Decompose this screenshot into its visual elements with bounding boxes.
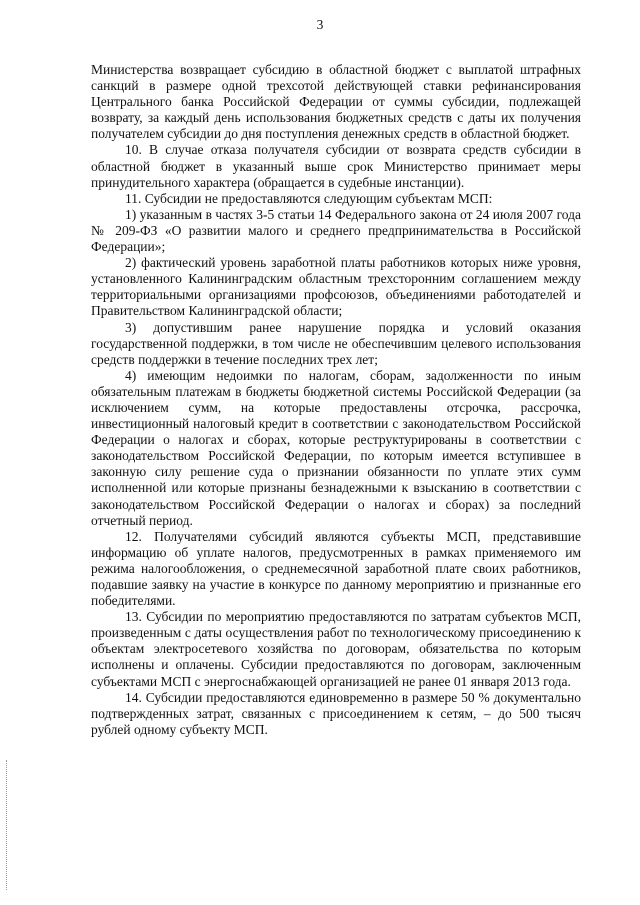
- paragraph-11-item-4: 4) имеющим недоимки по налогам, сборам, задолженности по иным обязательным платежам в бюджеты бюджетной системы Российской Федерации (за исключением сумм, на которые предоставлены отсрочка, рассрочка, инвестиционный налоговый кредит в соответствии с законодательством Российской Федерации о налогах и сборах, которые реструктурированы в соответствии с законодательством Российской Федерации, по которым имеется вступившее в законную силу решение суда о признании обязанности по уплате этих сумм исполненной или которые признаны безнадежными к взысканию в соответствии с законодательством Российской Федерации о налогах и сборах) за последний отчетный период.: [91, 367, 581, 528]
- page-number: 3: [316, 17, 324, 32]
- paragraph-11-item-2: 2) фактический уровень заработной платы работников которых ниже уровня, установленного Калининградским областным трехсторонним соглашением между территориальными организациями профсоюзов, объединениями работодателей и Правительством Калининградской области;: [91, 255, 581, 319]
- paragraph-11-item-1: 1) указанным в частях 3-5 статьи 14 Федерального закона от 24 июля 2007 года № 209-ФЗ «О развитии малого и среднего предпринимательства в Российской Федерации»;: [91, 206, 581, 255]
- paragraph-10: 10. В случае отказа получателя субсидии от возврата средств субсидии в областной бюджет в указанный выше срок Министерство принимает меры принудительного характера (обращается в судебные инстанции).: [91, 142, 581, 190]
- paragraph-12: 12. Получателями субсидий являются субъекты МСП, представившие информацию об уплате налогов, предусмотренных в рамках применяемого им режима налогообложения, о среднемесячной заработной плате своих работников, подавшие заявку на участие в конкурсе по данному мероприятию и признанные его победителями.: [91, 528, 581, 609]
- paragraph-13: 13. Субсидии по мероприятию предоставляются по затратам субъектов МСП, произведенным с даты осуществления работ по технологическому присоединению к объектам электросетевого хозяйства по договорам, обязательства по которым исполнены и оплачены. Субсидии предоставляются по договорам, заключенным субъектами МСП с энергоснабжающей организацией не ранее 01 января 2013 года.: [91, 609, 581, 689]
- paragraph-14: 14. Субсидии предоставляются единовременно в размере 50 % документально подтвержденных затрат, связанных с присоединением к сетям, – до 500 тысяч рублей одному субъекту МСП.: [91, 689, 581, 737]
- document-body: [91, 62, 581, 738]
- paragraph-11: 11. Субсидии не предоставляются следующим субъектам МСП:: [125, 190, 493, 206]
- paragraph-continuation: Министерства возвращает субсидию в областной бюджет с выплатой штрафных санкций в размере одной трехсотой действующей ставки рефинансирования Центрального банка Российской Федерации от суммы субсидии, подлежащей возврату, за каждый день использования бюджетных средств с даты их получения получателем субсидии до дня поступления денежных средств в областной бюджет.: [91, 62, 581, 142]
- scan-edge-mark: [6, 760, 8, 890]
- paragraph-11-item-3: 3) допустившим ранее нарушение порядка и условий оказания государственной поддержки, в том числе не обеспечившим целевого использования средств поддержки в течение последних трех лет;: [91, 319, 581, 367]
